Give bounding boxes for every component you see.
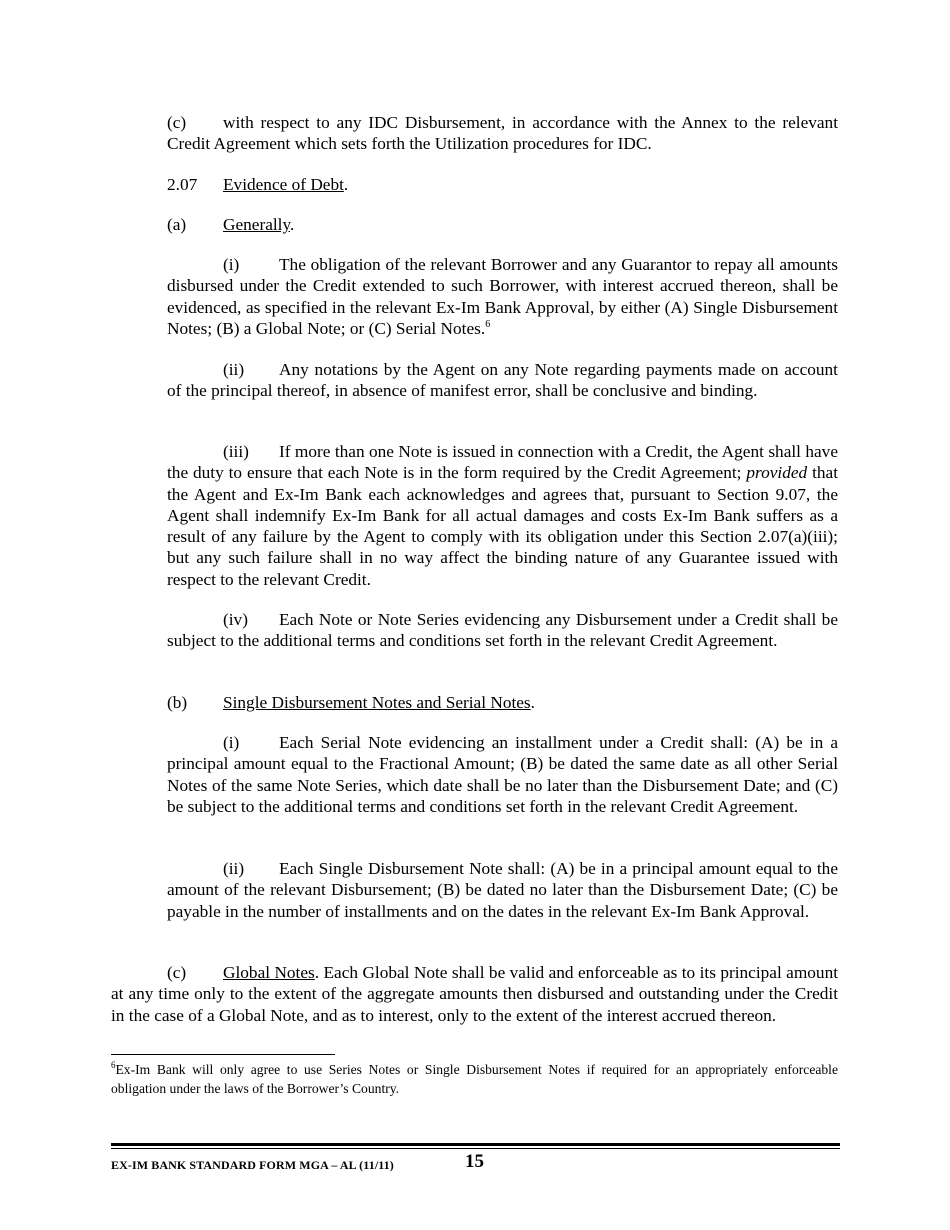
paragraph-title: Global Notes — [223, 963, 315, 982]
paragraph-text: . Each Global Note shall be valid and enforceable as to its principal amount at any time only to the extent of the aggregate amounts then disbursed and outstanding under the Credit in the case of a Global Note, and as to interest, only to the extent of the interest accrued thereon. — [111, 963, 839, 1025]
italic-term: provided — [746, 463, 808, 483]
paragraph-label: (ii) — [223, 360, 245, 379]
punctuation: . — [343, 175, 349, 194]
paragraph-text: Any notations by the Agent on any Note regarding payments made on account of the principal thereof, in absence of manifest error, shall be conclusive and binding. — [167, 360, 838, 401]
punctuation: . — [530, 693, 535, 712]
footer-form-label: EX-IM BANK STANDARD FORM MGA – AL (11/11) — [111, 1158, 394, 1172]
paragraph-label: (i) — [223, 733, 240, 752]
paragraph-label: (ii) — [223, 859, 245, 878]
paragraph-c-global-notes — [111, 962, 838, 1026]
paragraph-label: (a) — [167, 215, 187, 234]
paragraph-label: (c) — [167, 113, 187, 132]
paragraph-b-ii — [167, 858, 838, 922]
paragraph-a-iii — [167, 441, 838, 590]
footer-divider — [111, 1143, 840, 1146]
paragraph-c-idc — [167, 112, 838, 155]
footer-divider-thin — [111, 1148, 840, 1149]
footnote — [111, 1060, 838, 1098]
footnote-text: Ex-Im Bank will only agree to use Series Notes or Single Disbursement Notes if required for an appropriately enforceable obligation under the laws of the Borrower’s Country. — [111, 1062, 838, 1096]
section-title: Evidence of Debt — [223, 175, 344, 194]
subheading-title: Generally — [223, 215, 291, 234]
section-heading-2-07 — [167, 174, 838, 195]
footnote-ref: 6 — [485, 318, 491, 330]
paragraph-text: that the Agent and Ex-Im Bank each acknowledges and agrees that, pursuant to Section 9.07, the Agent shall indemnify Ex-Im Bank for all actual damages and costs Ex-Im Bank suffers as a result of any failure by the Agent to comply with its obligation under this Section 2.07(a)(iii); but any such failure shall in no way affect the binding nature of any Guarantee issued with respect to the relevant Credit. — [167, 463, 838, 589]
paragraph-text: If more than one Note is issued in connection with a Credit, the Agent shall have the duty to ensure that each Note is in the form required by the Credit Agreement; — [167, 442, 838, 483]
paragraph-a-iv — [167, 609, 838, 652]
footnote-number: 6 — [111, 1060, 116, 1070]
subheading-b — [167, 692, 838, 713]
paragraph-a-i — [167, 254, 838, 339]
footnote-divider — [111, 1054, 335, 1055]
paragraph-text: Each Single Disbursement Note shall: (A) be in a principal amount equal to the amount of the relevant Disbursement; (B) be dated no later than the Disbursement Date; (C) be payable in the number of installments and on the dates in the relevant Ex-Im Bank Approval. — [167, 859, 838, 921]
punctuation: . — [290, 215, 295, 234]
paragraph-text: with respect to any IDC Disbursement, in accordance with the Annex to the relevant Credit Agreement which sets forth the Utilization procedures for IDC. — [167, 113, 838, 154]
paragraph-label: (c) — [167, 963, 187, 982]
paragraph-text: Each Note or Note Series evidencing any Disbursement under a Credit shall be subject to the additional terms and conditions set forth in the relevant Credit Agreement. — [167, 610, 838, 651]
section-number: 2.07 — [167, 175, 198, 194]
subheading-title: Single Disbursement Notes and Serial Notes — [223, 693, 531, 712]
subheading-a — [167, 214, 838, 235]
paragraph-a-ii — [167, 359, 838, 402]
paragraph-label: (b) — [167, 693, 188, 712]
paragraph-label: (i) — [223, 255, 240, 274]
paragraph-label: (iii) — [223, 442, 249, 461]
paragraph-b-i — [167, 732, 838, 817]
paragraph-text: Each Serial Note evidencing an installment under a Credit shall: (A) be in a principal amount equal to the Fractional Amount; (B) be dated the same date as all other Serial Notes of the same Note Series, which date shall be no later than the Disbursement Date; and (C) be subject to the additional terms and conditions set forth in the relevant Credit Agreement. — [167, 733, 838, 816]
paragraph-text: The obligation of the relevant Borrower and any Guarantor to repay all amounts disbursed under the Credit extended to such Borrower, with interest accrued thereon, shall be evidenced, as specified in the relevant Ex-Im Bank Approval, by either (A) Single Disbursement Notes; (B) a Global Note; or (C) Serial Notes. — [167, 255, 838, 338]
page-number: 15 — [465, 1151, 484, 1172]
paragraph-label: (iv) — [223, 610, 248, 629]
